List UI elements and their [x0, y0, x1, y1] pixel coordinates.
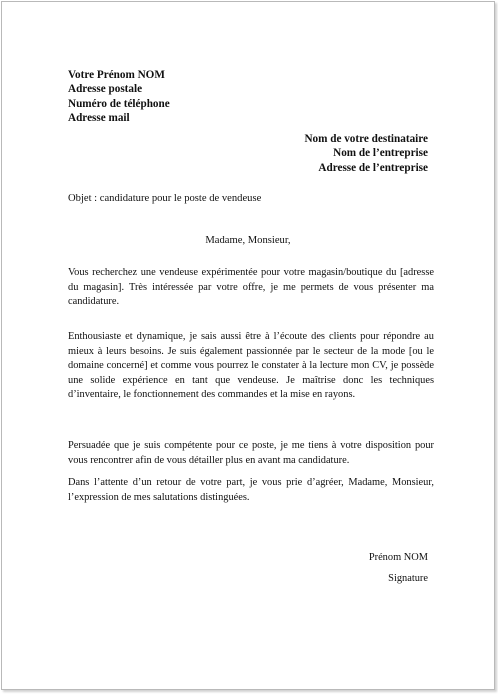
- paragraph-closing: Dans l’attente d’un retour de votre part, je vous prie d’agréer, Madame, Monsieur, l’expression de mes salutations distinguées.: [68, 477, 434, 503]
- signature: Signature: [388, 573, 428, 584]
- sender-address: Adresse postale: [68, 83, 143, 96]
- sender-phone: Numéro de téléphone: [68, 97, 170, 110]
- recipient-block: [304, 132, 428, 175]
- paragraph-intro: Vous recherchez une vendeuse expérimentée pour votre magasin/boutique du [adresse du magasin]. Très intéressée par votre offre, je me permets de vous présenter ma candidature.: [68, 267, 434, 307]
- sender-block: [68, 68, 170, 125]
- letter-page: [1, 1, 495, 690]
- paragraph-skills: Enthousiaste et dynamique, je sais aussi être à l’écoute des clients pour répondre au mieux à leurs besoins. Je suis également passionnée par le secteur de la mode [ou le domaine concerné] et comme vous pourrez le constater à la lecture mon CV, je possède une solide expérience en tant que vendeuse. Je maîtrise donc les techniques d’inventaire, le fonctionnement des commandes et la mise en rayons.: [68, 331, 434, 400]
- salutation: Madame, Monsieur,: [205, 235, 291, 246]
- subject-line: Objet : candidature pour le poste de vendeuse: [68, 193, 262, 204]
- recipient-company-address: Adresse de l’entreprise: [318, 161, 428, 174]
- recipient-name: Nom de votre destinataire: [304, 133, 428, 145]
- recipient-company: Nom de l’entreprise: [333, 147, 428, 160]
- paragraph-availability: Persuadée que je suis compétente pour ce poste, je me tiens à votre disposition pour vous rencontrer afin de vous détailler plus en avant ma candidature.: [68, 440, 434, 466]
- sender-name: Votre Prénom NOM: [68, 69, 165, 81]
- signoff-name: Prénom NOM: [368, 552, 428, 563]
- sender-email: Adresse mail: [68, 111, 130, 124]
